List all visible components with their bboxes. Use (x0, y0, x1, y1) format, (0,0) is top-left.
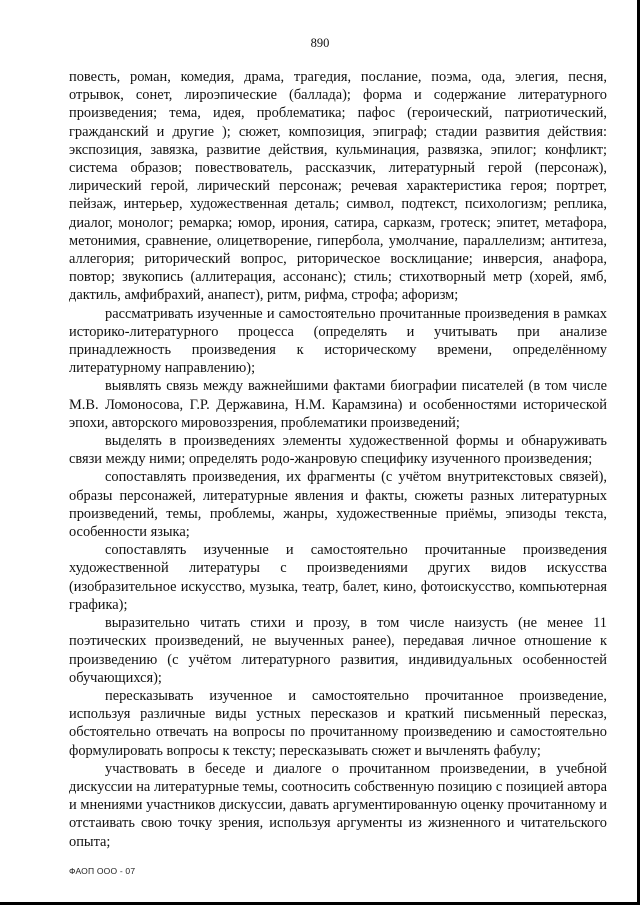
page-number: 890 (310, 36, 330, 50)
paragraph-compare-arts: сопоставлять изученные и самостоятельно прочитанные произведения художественной литературы с произведениями других видов искусства (изобразительное искусство, музыка, театр, балет, кино, фотоискусство, компьютерная графика); (69, 542, 607, 613)
paragraph-biography-links: выявлять связь между важнейшими фактами биографии писателей (в том числе М.В. Ломоносова, Г.Р. Державина, Н.М. Карамзина) и особенностями исторической эпохи, авторского мировоззрения, проблематики произведений; (69, 378, 607, 431)
body-text (69, 68, 607, 851)
paragraph-discussion: участвовать в беседе и диалоге о прочитанном произведении, в учебной дискуссии на литературные темы, соотносить собственную позицию с позицией автора и мнениями участников дискуссии, давать аргументированную оценку прочитанному и отстаивать свою точку зрения, используя аргументы из жизненного и читательского опыта; (69, 760, 607, 850)
paragraph-expressive-reading: выразительно читать стихи и прозу, в том числе наизусть (не менее 11 поэтических произведений, не выученных ранее), передавая личное отношение к произведению (с учётом литературного развития, индивидуальных особенностей обучающихся); (69, 615, 607, 686)
paragraph-terms-list: повесть, роман, комедия, драма, трагедия, послание, поэма, ода, элегия, песня, отрывок, сонет, лироэпические (баллада); форма и содержание литературного произведения; тема, идея, проблематика; пафос (героический, патриотический, гражданский и другие ); сюжет, композиция, эпиграф; стадии развития действия: экспозиция, завязка, развитие действия, кульминация, развязка, эпилог; конфликт; система образов; повествователь, рассказчик, литературный герой (персонаж), лирический герой, лирический персонаж; речевая характеристика героя; портрет, пейзаж, интерьер, художественная деталь; символ, подтекст, психологизм; реплика, диалог, монолог; ремарка; юмор, ирония, сатира, сарказм, гротеск; эпитет, метафора, метонимия, сравнение, олицетворение, гипербола, умолчание, параллелизм; антитеза, аллегория; риторический вопрос, риторическое восклицание; инверсия, анафора, повтор; звукопись (аллитерация, ассонанс); стиль; стихотворный метр (хорей, ямб, дактиль, амфибрахий, анапест), ритм, рифма, строфа; афоризм; (69, 69, 607, 304)
paragraph-compare-works: сопоставлять произведения, их фрагменты (с учётом внутритекстовых связей), образы персонажей, литературные явления и факты, сюжеты разных литературных произведений, темы, проблемы, жанры, художественные приёмы, эпизоды текста, особенности языка; (69, 469, 607, 541)
paragraph-artistic-form: выделять в произведениях элементы художественной формы и обнаруживать связи между ними; определять родо-жанровую специфику изученного произведения; (69, 433, 607, 468)
paragraph-retelling: пересказывать изученное и самостоятельно прочитанное произведение, используя различные виды устных пересказов и краткий письменный пересказ, обстоятельно отвечать на вопросы по прочитанному произведению и самостоятельно формулировать вопросы к тексту; пересказывать сюжет и вычленять фабулу; (69, 687, 607, 759)
paragraph-historical-process: рассматривать изученные и самостоятельно прочитанные произведения в рамках историко-литературного процесса (определять и учитывать при анализе принадлежность произведения к историческому времени, определённому литературному направлению); (69, 305, 607, 377)
footer-code: ФАОП ООО - 07 (69, 866, 136, 876)
